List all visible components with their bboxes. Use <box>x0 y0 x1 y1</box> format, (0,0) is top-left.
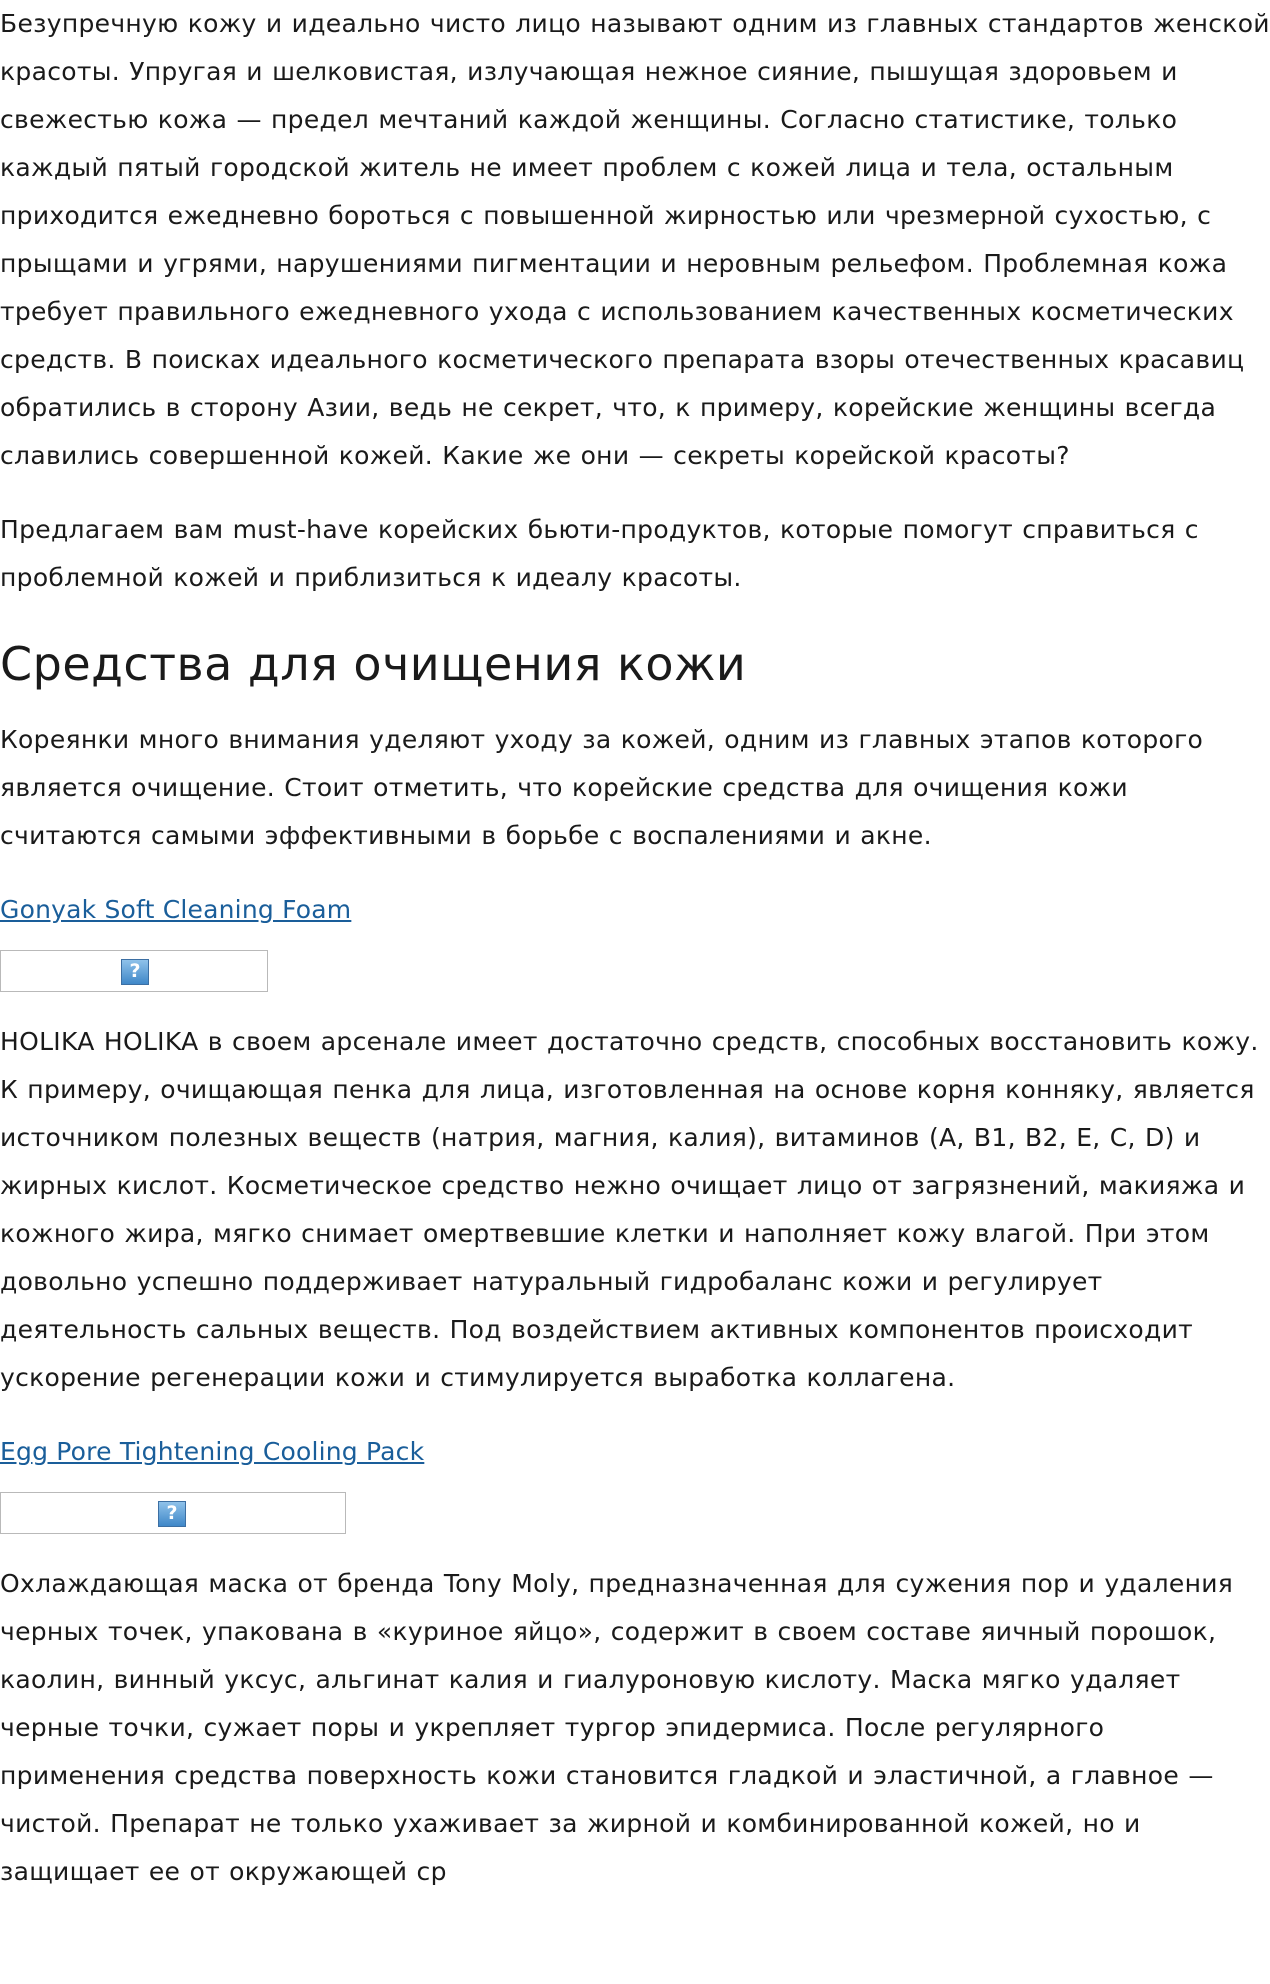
product-link-gonyak-foam[interactable]: Gonyak Soft Cleaning Foam <box>0 895 352 924</box>
section-heading: Средства для очищения кожи <box>0 637 747 691</box>
intro-paragraph: Безупречную кожу и идеально чисто лицо называют одним из главных стандартов женской красоты. Упругая и шелковистая, излучающая нежное сияние, пышущая здоровьем и свежестью кожа — предел мечтаний каждой женщины. Согласно статистике, только каждый пятый городской житель не имеет проблем с кожей лица и тела, остальным приходится ежедневно бороться с повышенной жирностью или чрезмерной сухостью, с прыщами и угрями, нарушениями пигментации и неровным рельефом. Проблемная кожа требует правильного ежедневного ухода с использованием качественных косметических средств. В поисках идеального косметического препарата взоры отечественных красавиц обратились в сторону Азии, ведь не секрет, что, к примеру, корейские женщины всегда славились совершенной кожей. Какие же они — секреты корейской красоты? <box>0 9 1270 470</box>
product-description: HOLIKA HOLIKA в своем арсенале имеет достаточно средств, способных восстановить кожу. К примеру, очищающая пенка для лица, изготовленная на основе корня конняку, является источником полезных веществ (натрия, магния, калия), витаминов (А, В1, В2, Е, С, D) и жирных кислот. Косметическое средство нежно очищает лицо от загрязнений, макияжа и кожного жира, мягко снимает омертвевшие клетки и наполняет кожу влагой. При этом довольно успешно поддерживает натуральный гидробаланс кожи и регулирует деятельность сальных веществ. Под воздействием активных компонентов происходит ускорение регенерации кожи и стимулируется выработка коллагена. <box>0 1027 1259 1392</box>
section-lead-paragraph: Кореянки много внимания уделяют уходу за кожей, одним из главных этапов которого является очищение. Стоит отметить, что корейские средства для очищения кожи считаются самыми эффективными в борьбе с воспалениями и акне. <box>0 725 1204 850</box>
product-link-egg-pack[interactable]: Egg Pore Tightening Cooling Pack <box>0 1437 425 1466</box>
product-description: Охлаждающая маска от бренда Tony Moly, предназначенная для сужения пор и удаления черных точек, упакована в «куриное яйцо», содержит в своем составе яичный порошок, каолин, винный уксус, альгинат калия и гиалуроновую кислоту. Маска мягко удаляет черные точки, сужает поры и укрепляет тургор эпидермиса. После регулярного применения средства поверхность кожи становится гладкой и эластичной, а главное — чистой. Препарат не только ухаживает за жирной и комбинированной кожей, но и защищает ее от окружающей ср <box>0 1569 1234 1886</box>
product-image-placeholder[interactable] <box>0 950 268 992</box>
offer-paragraph: Предлагаем вам must-have корейских бьюти-продуктов, которые помогут справиться с проблемной кожей и приблизиться к идеалу красоты. <box>0 515 1199 592</box>
broken-image-icon: ? <box>158 1501 186 1527</box>
broken-image-icon: ? <box>121 959 149 985</box>
product-image-placeholder[interactable] <box>0 1492 346 1534</box>
